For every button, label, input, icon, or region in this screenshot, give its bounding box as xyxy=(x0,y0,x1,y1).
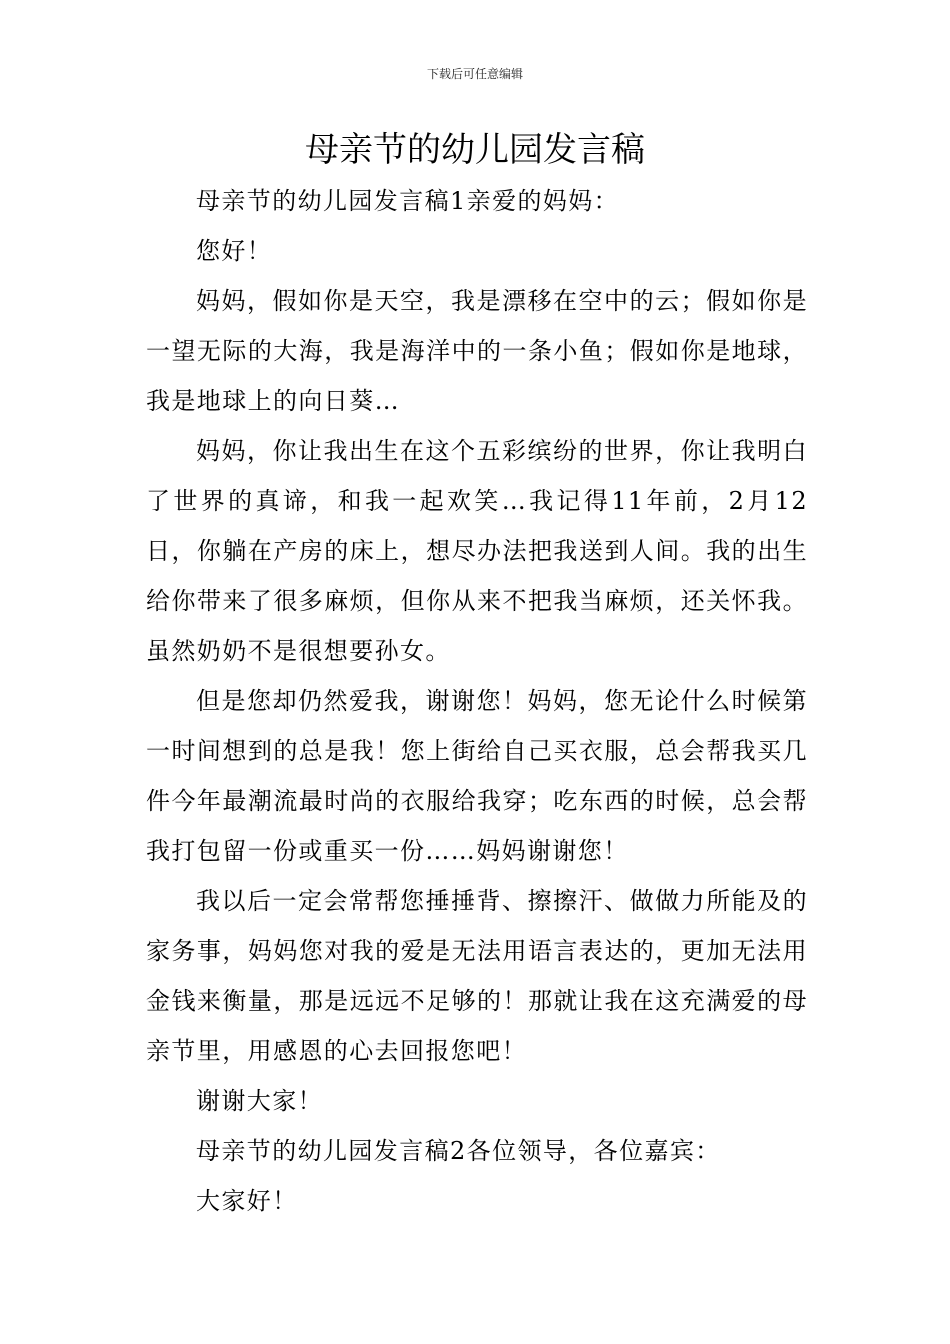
document-title: 母亲节的幼儿园发言稿 xyxy=(305,130,645,170)
paragraph: 妈妈，你让我出生在这个五彩缤纷的世界，你让我明白了世界的真谛，和我一起欢笑…我记得11年前，2月12日，你躺在产房的床上，想尽办法把我送到人间。我的出生给你带来了很多麻烦，但你从来不把我当麻烦，还关怀我。虽然奶奶不是很想要孙女。 xyxy=(146,437,808,665)
header-note: 下载后可任意编辑 xyxy=(426,67,523,81)
paragraph-speech-2-greeting: 大家好！ xyxy=(196,1187,298,1215)
paragraph-speech-2-salutation: 母亲节的幼儿园发言稿2各位领导，各位嘉宾： xyxy=(196,1137,721,1165)
document-body xyxy=(146,176,808,1226)
paragraph-greeting: 您好！ xyxy=(196,237,273,265)
paragraph-salutation: 母亲节的幼儿园发言稿1亲爱的妈妈： xyxy=(196,187,620,215)
paragraph-thanks: 谢谢大家！ xyxy=(196,1087,323,1115)
paragraph: 但是您却仍然爱我，谢谢您！妈妈，您无论什么时候第一时间想到的总是我！您上街给自己买衣服，总会帮我买几件今年最潮流最时尚的衣服给我穿；吃东西的时候，总会帮我打包留一份或重买一份……妈妈谢谢您！ xyxy=(146,687,808,865)
paragraph: 我以后一定会常帮您捶捶背、擦擦汗、做做力所能及的家务事，妈妈您对我的爱是无法用语言表达的，更加无法用金钱来衡量，那是远远不足够的！那就让我在这充满爱的母亲节里，用感恩的心去回报您吧！ xyxy=(146,887,808,1065)
paragraph: 妈妈，假如你是天空，我是漂移在空中的云；假如你是一望无际的大海，我是海洋中的一条小鱼；假如你是地球，我是地球上的向日葵… xyxy=(146,287,808,415)
